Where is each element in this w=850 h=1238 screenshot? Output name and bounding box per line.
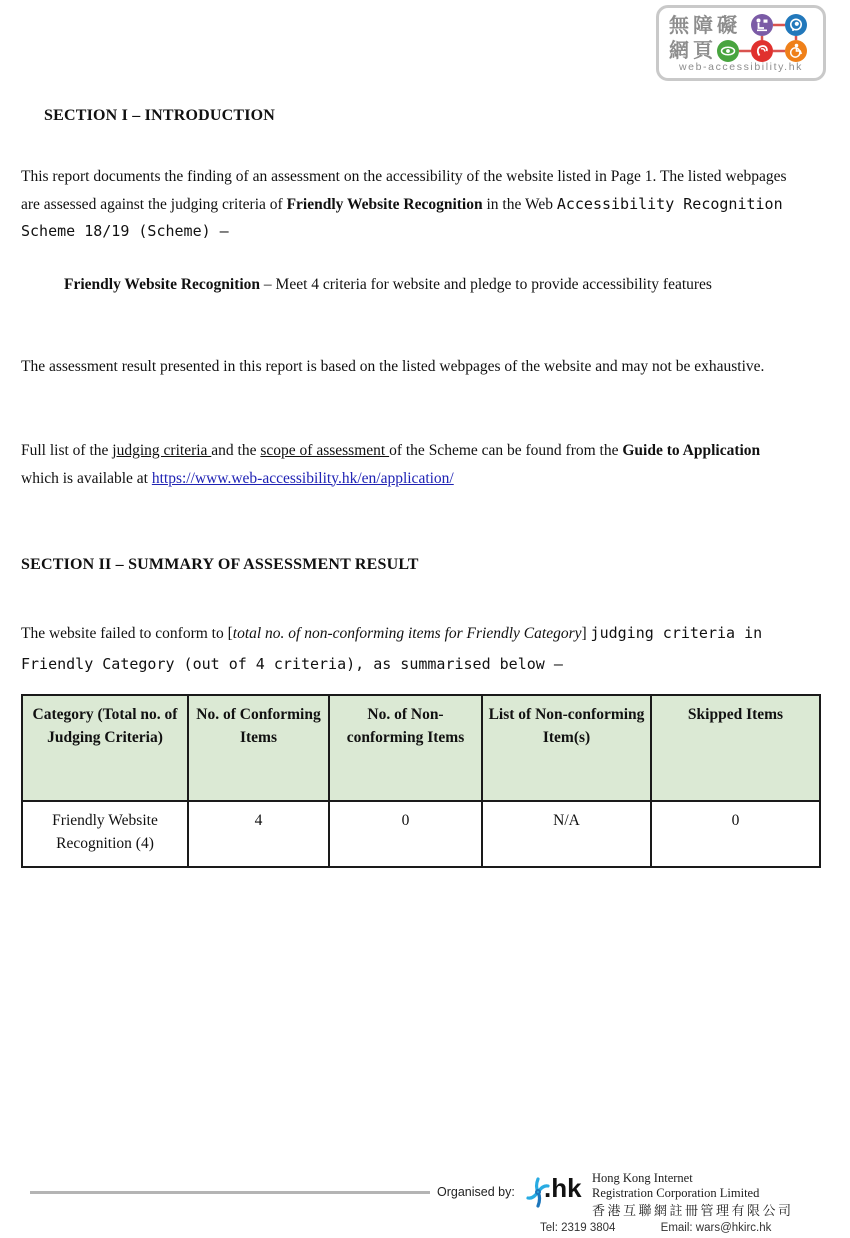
person-at-computer-icon [751, 14, 773, 36]
accessibility-icons [714, 12, 818, 64]
p3-bold-guide-to-application: Guide to Application [622, 442, 761, 459]
cell-conforming-count: 4 [188, 801, 329, 867]
cell-skipped-count: 0 [651, 801, 820, 867]
table-header-row [22, 695, 820, 801]
s2p-text1: The website failed to conform to [ [21, 625, 233, 642]
header-nonconforming-items: No. of Non-conforming Items [329, 695, 482, 801]
hkirc-name-chinese: 香港互聯網註冊管理有限公司 [592, 1203, 794, 1218]
p1-text: This report documents the finding of an assessment on the accessibility of the website listed in Page 1. The listed webpages are assessed against the judging criteria of [21, 168, 787, 213]
cell-category: Friendly Website Recognition (4) [22, 801, 188, 867]
hkirc-name-line2: Registration Corporation Limited [592, 1186, 760, 1200]
dot-hk-logo [524, 1165, 588, 1217]
p3-text2: and the [211, 442, 261, 459]
p3-text4: which is available at [21, 469, 152, 487]
p1-text2: in the Web [482, 195, 557, 213]
hkirc-logo [524, 1165, 588, 1222]
header-category: Category (Total no. of Judging Criteria) [22, 695, 188, 801]
hk-logo-text: .hk [544, 1173, 582, 1203]
p3-text1: Full list of the [21, 442, 113, 459]
header-conforming-items: No. of Conforming Items [188, 695, 329, 801]
footer-contact [540, 1222, 771, 1234]
friendly-recognition-definition [64, 271, 824, 298]
cell-nonconforming-count: 0 [329, 801, 482, 867]
p1-scheme-mono-text: Accessibility Recognition Scheme 18/19 (Scheme) – [21, 194, 783, 240]
mind-icon [785, 14, 807, 36]
section1-paragraph3 [21, 437, 799, 492]
hkirc-name-block [592, 1171, 794, 1218]
cell-nonconforming-list: N/A [482, 801, 651, 867]
p3-underline-judging-criteria: judging criteria [112, 442, 212, 459]
ear-icon [751, 40, 773, 62]
p3-text3: of the Scheme can be found from the [389, 442, 623, 459]
hkirc-name-line1: Hong Kong Internet [592, 1171, 693, 1185]
organised-by-label: Organised by: [437, 1185, 515, 1199]
bullet-description: – Meet 4 criteria for website and pledge to provide accessibility features [260, 276, 712, 293]
section1-paragraph1 [21, 163, 799, 246]
wheelchair-icon [785, 40, 807, 62]
p1-bold-friendly-website-recognition: Friendly Website Recognition [286, 195, 483, 213]
header-skipped-items: Skipped Items [651, 695, 820, 801]
s2p-mono-text: judging criteria in Friendly Category (out of 4 criteria), as summarised below – [21, 624, 763, 673]
p3-underline-scope-of-assessment: scope of assessment [260, 442, 390, 459]
header-list-nonconforming: List of Non-conforming Item(s) [482, 695, 651, 801]
application-guide-link[interactable]: https://www.web-accessibility.hk/en/application/ [151, 469, 454, 487]
section1-heading: SECTION I – INTRODUCTION [44, 107, 276, 124]
footer-tel: Tel: 2319 3804 [540, 1222, 616, 1234]
eye-icon [717, 40, 739, 62]
footer-divider [30, 1191, 430, 1194]
assessment-summary-table [21, 694, 821, 868]
web-accessibility-logo [656, 5, 826, 81]
section2-paragraph1 [21, 618, 799, 680]
section2-heading: SECTION II – SUMMARY OF ASSESSMENT RESULT [21, 556, 419, 573]
s2p-italic-placeholder: total no. of non-conforming items for Friendly Category [232, 625, 582, 642]
logo-chinese-line1: 無障礙 [669, 15, 741, 37]
section1-paragraph2: The assessment result presented in this report is based on the listed webpages of the website and may not be exhaustive. [21, 358, 765, 375]
bullet-bold-label: Friendly Website Recognition [64, 276, 261, 293]
table-row [22, 801, 820, 867]
logo-url-text: web-accessibility.hk [678, 61, 803, 73]
web-accessibility-logo-inner [659, 8, 823, 78]
s2p-text2: ] [581, 625, 591, 642]
logo-chinese-line2: 網頁 [669, 40, 717, 62]
footer-email: Email: wars@hkirc.hk [660, 1222, 772, 1234]
